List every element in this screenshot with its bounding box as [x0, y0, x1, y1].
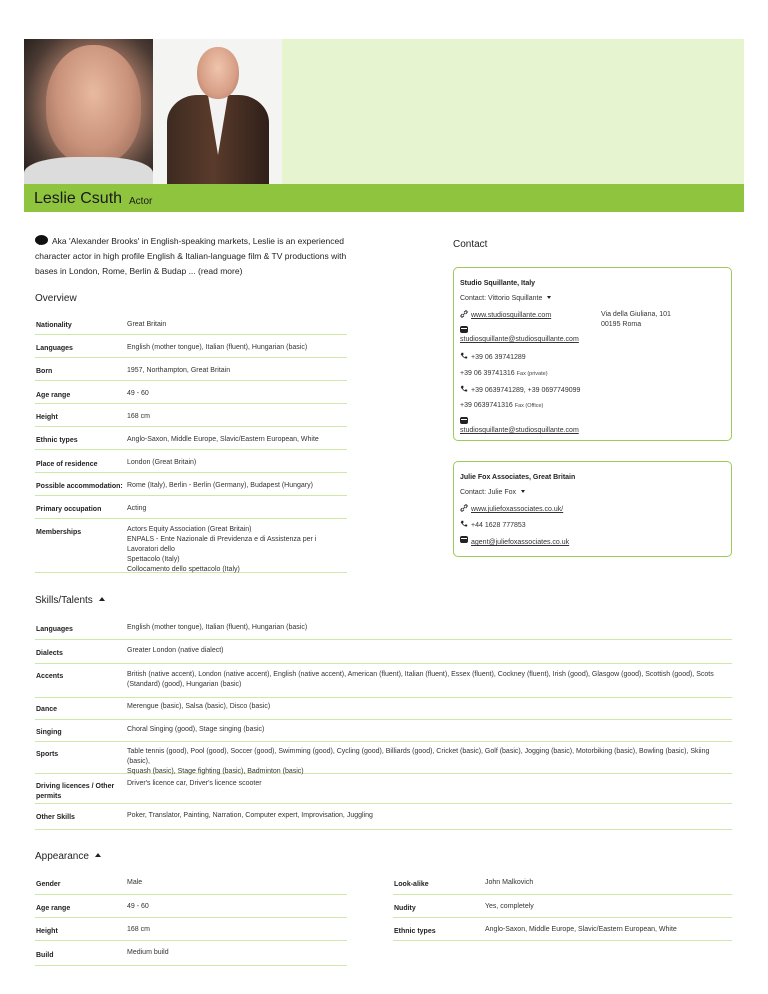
bio-text [35, 234, 365, 279]
overview-row [35, 496, 347, 519]
row-label: Gender [36, 881, 61, 888]
row-label: Languages [36, 626, 73, 633]
skills-row [35, 720, 732, 742]
row-value: Yes, completely [485, 903, 534, 910]
email-line [460, 417, 579, 436]
agency-name: Studio Squillante, Italy [460, 280, 536, 287]
phone-icon [460, 520, 468, 528]
caret-down-icon [547, 296, 551, 299]
email-icon [460, 417, 468, 424]
agency-email-link[interactable]: studiosquillante@studiosquillante.com [460, 427, 579, 434]
contact-title: Contact [453, 239, 488, 250]
row-label: Nudity [394, 905, 416, 912]
overview-row [35, 404, 347, 427]
row-value: John Malkovich [485, 879, 534, 886]
agency-email-link[interactable]: agent@juliefoxassociates.co.uk [471, 539, 570, 546]
row-value: Rome (Italy), Berlin - Berlin (Germany), Budapest (Hungary) [127, 482, 313, 489]
membership-item: Actors Equity Association (Great Britain) [127, 526, 252, 533]
actor-role: Actor [129, 196, 153, 207]
membership-item: Collocamento dello spettacolo (Italy) [127, 566, 240, 573]
skills-row [35, 774, 732, 804]
overview-row [35, 335, 347, 358]
overview-row [35, 312, 347, 335]
address-street: Via della Giuliana, 101 [601, 311, 671, 318]
phone-icon [460, 385, 468, 393]
phone-line [460, 352, 526, 363]
row-label: Other Skills [36, 814, 75, 821]
agency-contact-toggle[interactable] [460, 295, 551, 302]
phone-number[interactable]: +39 0639741289, +39 0697749099 [471, 387, 581, 394]
row-value: Medium build [127, 949, 169, 956]
row-label: Place of residence [36, 461, 98, 468]
appearance-row [35, 870, 347, 895]
website-line [460, 310, 551, 321]
appearance-row [35, 941, 347, 966]
row-value: 168 cm [127, 926, 150, 933]
fax-line [460, 401, 543, 411]
agency-address [601, 310, 671, 330]
bio-content[interactable]: Aka 'Alexander Brooks' in English-speaking markets, Leslie is an experienced character actor in high profile English & Italian-language film & TV productions with bases in London, Rome, Berlin & Budap ... (read more) [35, 236, 347, 276]
skills-row [35, 698, 732, 720]
email-icon [460, 326, 468, 333]
skills-row [35, 640, 732, 664]
sports-line: Table tennis (good), Pool (good), Soccer (good), Swimming (good), Cycling (good), Billiards (good), Cricket (basic), Golf (basic), Jogging (basic), Motorbiking (basic), Bowling (basic), Skiing (basic), [127, 748, 710, 765]
row-value: 49 - 60 [127, 903, 149, 910]
name-bar [24, 184, 744, 212]
website-line [460, 504, 563, 515]
row-value: Male [127, 879, 143, 886]
agency-card [453, 267, 732, 441]
row-label: Dialects [36, 650, 63, 657]
row-value: English (mother tongue), Italian (fluent), Hungarian (basic) [127, 344, 308, 351]
skills-title: Skills/Talents [35, 595, 93, 606]
agency-email-link[interactable]: studiosquillante@studiosquillante.com [460, 336, 579, 343]
appearance-row [35, 895, 347, 918]
accents-line: British (native accent), London (native accent), English (native accent), American (fluent), Italian (fluent), Essex (fluent), Cockney (fluent), Irish (good), Glasgow (good), Scottish (good), Scots [127, 671, 714, 678]
row-value: Greater London (native dialect) [127, 647, 224, 654]
skills-row [35, 742, 732, 774]
phone-line [460, 385, 580, 396]
appearance-title: Appearance [35, 851, 89, 862]
phone-number[interactable]: +44 1628 777853 [471, 522, 526, 529]
skills-row [35, 614, 732, 640]
overview-row [35, 519, 347, 573]
link-icon [460, 310, 468, 318]
skills-title-toggle[interactable] [35, 595, 105, 606]
fax-label: Fax (Office) [514, 403, 544, 409]
email-line [460, 326, 579, 345]
row-label: Look-alike [394, 881, 429, 888]
actor-name: Leslie Csuth [34, 190, 123, 207]
accents-line: (Standard) (good), Hungarian (basic) [127, 681, 242, 688]
agency-contact-toggle[interactable] [460, 489, 525, 496]
appearance-row [393, 870, 732, 895]
agency-website-link[interactable]: www.studiosquillante.com [471, 312, 552, 319]
row-value: Driver's licence car, Driver's licence scooter [127, 780, 262, 787]
phone-icon [460, 352, 468, 360]
row-label [36, 782, 114, 802]
appearance-title-toggle[interactable] [35, 851, 101, 862]
agency-contact-name: Contact: Vittorio Squillante [460, 295, 543, 302]
row-label: Age range [36, 905, 71, 912]
caret-up-icon [99, 597, 105, 601]
row-label: Dance [36, 706, 58, 713]
fax-number: +39 06 39741316 [460, 370, 515, 377]
phone-number[interactable]: +39 06 39741289 [471, 354, 526, 361]
row-label: Primary occupation [36, 506, 102, 513]
phone-line [460, 520, 526, 531]
row-value: 49 - 60 [127, 390, 149, 397]
email-icon [460, 536, 468, 543]
appearance-row [393, 895, 732, 918]
fax-label: Fax (private) [516, 371, 548, 377]
overview-title: Overview [35, 293, 77, 304]
row-label: Nationality [36, 322, 72, 329]
membership-item: ENPALS - Ente Nazionale di Previdenza e di Assistenza per i Lavoratori dello [127, 536, 317, 553]
headshot-photo[interactable] [24, 39, 153, 184]
agency-contact-name: Contact: Julie Fox [460, 489, 517, 496]
membership-item-continued: Spettacolo (Italy) [127, 556, 180, 563]
row-label: Singing [36, 729, 62, 736]
row-value: Merengue (basic), Salsa (basic), Disco (basic) [127, 703, 271, 710]
row-label-line: permits [36, 793, 62, 800]
row-value: Poker, Translator, Painting, Narration, Computer expert, Improvisation, Juggling [127, 812, 373, 819]
overview-row [35, 450, 347, 473]
row-value: Anglo-Saxon, Middle Europe, Slavic/Eastern European, White [485, 926, 677, 933]
email-line [460, 536, 569, 548]
overview-row [35, 358, 347, 381]
row-label: Height [36, 928, 58, 935]
speech-bubble-icon [35, 235, 48, 245]
row-value [127, 747, 732, 777]
row-label: Accents [36, 673, 64, 680]
agency-name: Julie Fox Associates, Great Britain [460, 474, 576, 481]
row-label: Build [36, 952, 54, 959]
row-value: 1957, Northampton, Great Britain [127, 367, 231, 374]
sports-line: Squash (basic), Stage fighting (basic), Badminton (basic) [127, 768, 304, 775]
row-label: Memberships [36, 529, 82, 536]
portrait-photo[interactable] [153, 39, 282, 184]
row-label: Age range [36, 392, 71, 399]
agency-card [453, 461, 732, 557]
fax-number: +39 0639741316 [460, 402, 513, 409]
row-label: Possible accommodation: [36, 483, 123, 490]
row-value: Acting [127, 505, 147, 512]
link-icon [460, 504, 468, 512]
overview-row [35, 381, 347, 404]
row-value: Choral Singing (good), Stage singing (basic) [127, 726, 265, 733]
caret-down-icon [521, 490, 525, 493]
agency-website-link[interactable]: www.juliefoxassociates.co.uk/ [471, 506, 564, 513]
overview-row [35, 473, 347, 496]
row-value: London (Great Britain) [127, 459, 197, 466]
row-value [127, 670, 714, 690]
row-label: Height [36, 414, 58, 421]
row-label-line: Driving licences / Other [36, 783, 115, 790]
row-label: Languages [36, 345, 73, 352]
row-value: Great Britain [127, 321, 167, 328]
row-label: Ethnic types [394, 928, 436, 935]
appearance-row [393, 918, 732, 941]
row-label: Sports [36, 751, 59, 758]
row-value: 168 cm [127, 413, 150, 420]
row-value: Anglo-Saxon, Middle Europe, Slavic/Eastern European, White [127, 436, 319, 443]
row-value: English (mother tongue), Italian (fluent), Hungarian (basic) [127, 624, 308, 631]
row-label: Ethnic types [36, 437, 78, 444]
skills-row [35, 804, 732, 830]
fax-line [460, 369, 548, 379]
skills-row [35, 664, 732, 698]
address-city: 00195 Roma [601, 321, 642, 328]
appearance-row [35, 918, 347, 941]
row-label: Born [36, 368, 53, 375]
row-value [127, 525, 347, 575]
overview-row [35, 427, 347, 450]
caret-up-icon [95, 853, 101, 857]
